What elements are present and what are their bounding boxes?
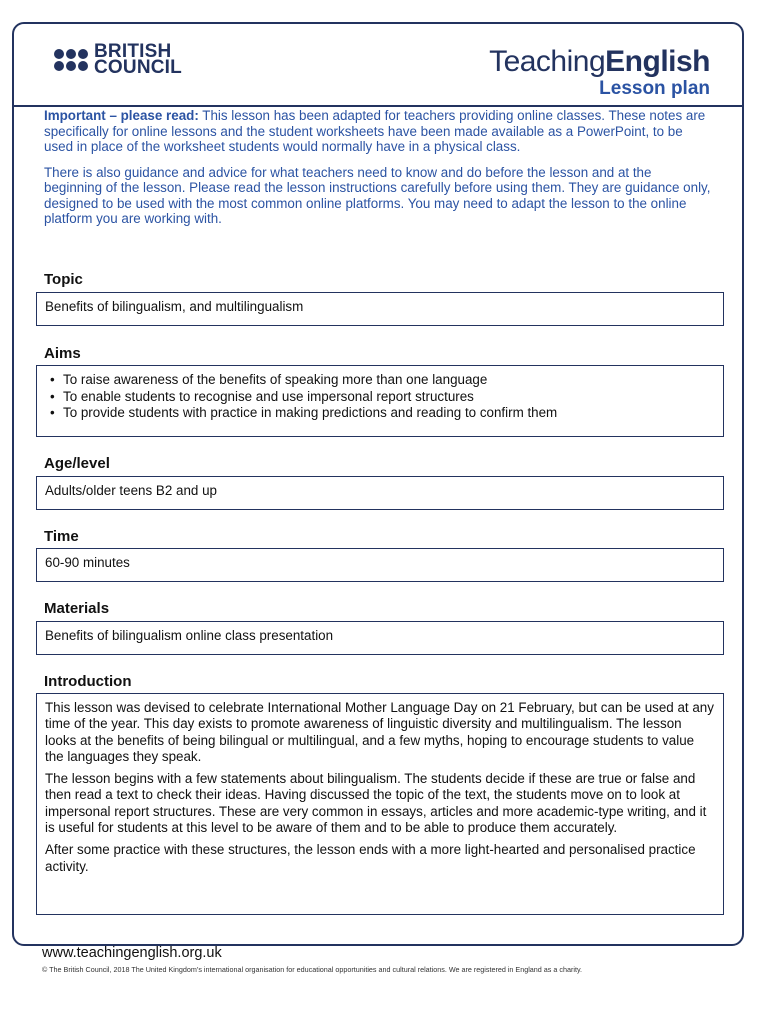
introduction-paragraph: The lesson begins with a few statements about bilingualism. The students decide if these are true or false and then read a text to check their ideas. Having discussed the topic of the text, the students move on to look at impersonal report structures. These are very common in essays, articles and more academic-type writing, and it is useful for students at this level to be aware of them and to be able to produce them accurately.: [45, 771, 707, 836]
notice-label: Important – please read:: [44, 108, 199, 123]
brand-light: Teaching: [489, 45, 606, 78]
age-level-value: Adults/older teens B2 and up: [45, 483, 217, 498]
notice-para1: This lesson has been adapted for teachers providing online classes. These notes are specifically for online lessons and the student worksheets have been made available as a PowerPoint, to be used in place of the worksheet students would normally have in a physical class.: [44, 108, 706, 154]
introduction-paragraph: This lesson was devised to celebrate International Mother Language Day on 21 February, but can be used at any time of the year. This day exists to promote awareness of linguistic diversity and multilingualism. The lesson looks at the benefits of being bilingual or multilingual, and a few myths, hoping to encourage students to value the languages they speak.: [45, 700, 714, 764]
footer-url[interactable]: www.teachingenglish.org.uk: [42, 945, 222, 961]
introduction-paragraph: After some practice with these structures, the lesson ends with a more light-hearted and personalised practice activity.: [45, 842, 696, 874]
brand-bold: English: [605, 45, 710, 78]
time-box: [36, 548, 724, 582]
teaching-english-logo: [489, 46, 710, 100]
materials-box: [36, 621, 724, 655]
materials-heading: Materials: [44, 600, 110, 617]
introduction-heading: Introduction: [44, 673, 132, 690]
time-value: 60-90 minutes: [45, 555, 130, 570]
aims-list: [45, 372, 715, 422]
aims-box: [36, 365, 724, 437]
topic-heading: Topic: [44, 271, 83, 288]
topic-value: Benefits of bilingualism, and multilingualism: [45, 299, 304, 314]
bc-logo-line2: COUNCIL: [94, 57, 182, 78]
footer-copyright: © The British Council, 2018 The United Kingdom’s international organisation for educational opportunities and cultural relations. We are registered in England as a charity.: [42, 965, 583, 974]
british-council-logo: [54, 41, 182, 78]
age-level-heading: Age/level: [44, 455, 110, 472]
notice-para2: There is also guidance and advice for what teachers need to know and do before the lesson and at the beginning of the lesson. Please read the lesson instructions carefully before using them. They are guidance only, designed to be used with the most common online platforms. You may need to adapt the lesson to the online platform you are working with.: [44, 164, 711, 226]
materials-value: Benefits of bilingualism online class presentation: [45, 628, 334, 643]
topic-box: [36, 292, 724, 326]
important-notice: [44, 108, 712, 237]
lesson-plan-label: Lesson plan: [599, 78, 710, 99]
time-heading: Time: [44, 528, 79, 545]
header-divider: [14, 105, 742, 107]
british-council-dots-icon: [54, 49, 88, 71]
aims-heading: Aims: [44, 345, 81, 362]
aims-item: • To provide students with practice in making predictions and reading to confirm them: [45, 405, 715, 422]
introduction-box: [36, 693, 724, 915]
bc-logo-line1: BRITISH: [94, 41, 172, 62]
aims-item: • To raise awareness of the benefits of speaking more than one language: [45, 372, 715, 389]
aims-item: • To enable students to recognise and use impersonal report structures: [45, 389, 715, 406]
age-level-box: [36, 476, 724, 510]
